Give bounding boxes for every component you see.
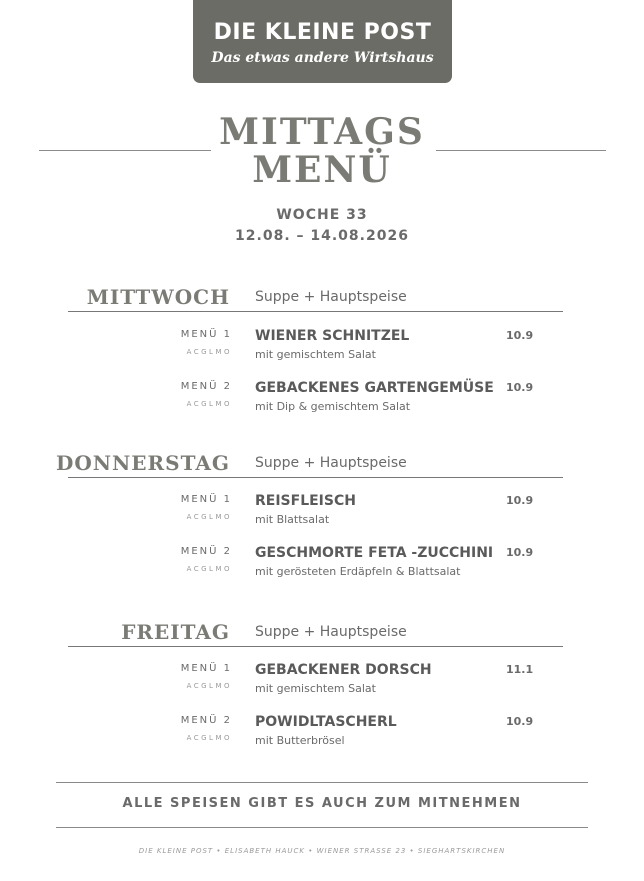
- menu-label: MENÜ 1: [180, 494, 232, 505]
- dish-name: GESCHMORTE FETA -ZUCCHINI: [255, 545, 494, 561]
- dish-price: 10.9: [506, 381, 534, 394]
- day-name: FREITAG: [121, 620, 230, 644]
- dish-description: mit gemischtem Salat: [255, 348, 376, 361]
- menu-label: MENÜ 1: [180, 329, 232, 340]
- brand-name: DIE KLEINE POST: [213, 20, 432, 45]
- menu-label: MENÜ 2: [180, 715, 232, 726]
- day-divider: [68, 646, 563, 647]
- dish-price: 10.9: [506, 494, 534, 507]
- allergen-codes: ACGLMO: [186, 565, 232, 573]
- footer-divider-bottom: [56, 827, 588, 828]
- allergen-codes: ACGLMO: [186, 734, 232, 742]
- dish-name: REISFLEISCH: [255, 493, 356, 509]
- dish-description: mit Dip & gemischtem Salat: [255, 400, 411, 413]
- menu-label: MENÜ 1: [180, 663, 232, 674]
- allergen-codes: ACGLMO: [186, 682, 232, 690]
- dish-name: POWIDLTASCHERL: [255, 714, 397, 730]
- day-name: DONNERSTAG: [55, 451, 230, 475]
- dish-name: GEBACKENER DORSCH: [255, 662, 432, 678]
- brand-slogan: Das etwas andere Wirtshaus: [211, 50, 434, 66]
- day-subtitle: Suppe + Hauptspeise: [255, 455, 407, 471]
- dish-description: mit gerösteten Erdäpfeln & Blattsalat: [255, 565, 461, 578]
- dish-description: mit Blattsalat: [255, 513, 330, 526]
- day-divider: [68, 311, 563, 312]
- dish-description: mit Butterbrösel: [255, 734, 345, 747]
- dish-name: GEBACKENES GARTENGEMÜSE: [255, 380, 494, 396]
- menu-item: [0, 662, 644, 702]
- date-range: 12.08. – 14.08.2026: [235, 228, 409, 244]
- day-name: MITTWOCH: [86, 285, 230, 309]
- menu-item: [0, 328, 644, 368]
- menu-item: [0, 493, 644, 533]
- dish-price: 10.9: [506, 329, 534, 342]
- day-subtitle: Suppe + Hauptspeise: [255, 624, 407, 640]
- menu-item: [0, 545, 644, 585]
- allergen-codes: ACGLMO: [186, 348, 232, 356]
- dish-name: WIENER SCHNITZEL: [255, 328, 410, 344]
- week-number: WOCHE 33: [276, 207, 368, 223]
- dish-description: mit gemischtem Salat: [255, 682, 376, 695]
- dish-price: 10.9: [506, 546, 534, 559]
- menu-title-line-2: MENÜ: [252, 149, 392, 191]
- brand-header: [193, 0, 452, 83]
- allergen-codes: ACGLMO: [186, 400, 232, 408]
- footer-divider-top: [56, 782, 588, 783]
- menu-label: MENÜ 2: [180, 546, 232, 557]
- takeaway-notice: ALLE SPEISEN GIBT ES AUCH ZUM MITNEHMEN: [122, 796, 522, 811]
- dish-price: 10.9: [506, 715, 534, 728]
- dish-price: 11.1: [506, 663, 534, 676]
- day-subtitle: Suppe + Hauptspeise: [255, 289, 407, 305]
- menu-label: MENÜ 2: [180, 381, 232, 392]
- menu-item: [0, 714, 644, 754]
- address-line: DIE KLEINE POST • ELISABETH HAUCK • WIENER STRASSE 23 • SIEGHARTSKIRCHEN: [138, 847, 506, 855]
- day-divider: [68, 477, 563, 478]
- menu-item: [0, 380, 644, 420]
- menu-title-line-1: MITTAGS: [219, 111, 425, 153]
- allergen-codes: ACGLMO: [186, 513, 232, 521]
